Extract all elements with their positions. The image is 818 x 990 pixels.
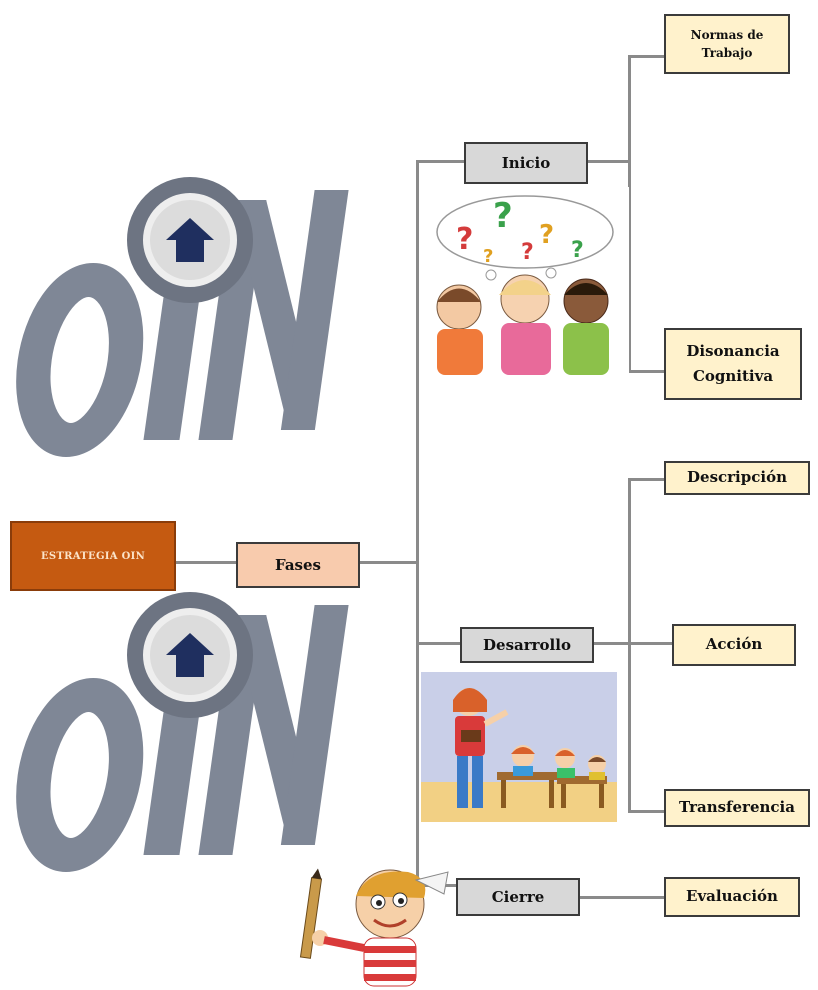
- svg-text:?: ?: [521, 240, 534, 265]
- cierre-illustration: [298, 868, 468, 986]
- accion-label: Acción: [705, 635, 763, 654]
- connector-fases-spine: [360, 561, 418, 564]
- svg-text:?: ?: [539, 220, 555, 250]
- normas-de-trabajo-box: [664, 14, 790, 74]
- oin-logo-bottom: [30, 595, 370, 855]
- normas-label: Normas de Trabajo: [690, 28, 764, 60]
- strategy-label: ESTRATEGIA OIN: [40, 550, 146, 562]
- strategy-box: [10, 521, 176, 591]
- fases-label: Fases: [275, 556, 321, 574]
- transferencia-box: [664, 789, 810, 827]
- descripcion-label: Descripción: [687, 468, 787, 487]
- svg-text:?: ?: [456, 222, 474, 257]
- connector-transferencia: [628, 810, 666, 813]
- svg-text:?: ?: [483, 246, 494, 267]
- magnifier-house-icon: [135, 600, 245, 710]
- inicio-illustration: [421, 187, 629, 375]
- evaluacion-box: [664, 877, 800, 917]
- phase-cierre: [456, 878, 580, 916]
- svg-text:?: ?: [571, 238, 584, 263]
- phase-inicio-label: Inicio: [501, 154, 551, 172]
- magnifier-house-icon: [135, 185, 245, 295]
- connector-strategy-fases: [176, 561, 238, 564]
- descripcion-box: [664, 461, 810, 495]
- connector-descripcion: [628, 478, 666, 481]
- connector-desarrollo-out: [594, 642, 674, 645]
- phase-desarrollo-label: Desarrollo: [483, 636, 571, 654]
- phase-desarrollo: [460, 627, 594, 663]
- evaluacion-label: Evaluación: [686, 887, 778, 906]
- desarrollo-illustration: [421, 672, 617, 822]
- phase-inicio: [464, 142, 588, 184]
- disonancia-cognitiva-box: [664, 328, 802, 400]
- fases-box: [236, 542, 360, 588]
- desarrollo-children-spine: [628, 478, 631, 812]
- phase-cierre-label: Cierre: [491, 888, 545, 906]
- connector-inicio: [416, 160, 466, 163]
- connector-desarrollo: [416, 642, 462, 645]
- disonancia-label: Disonancia Cognitiva: [686, 341, 780, 385]
- connector-inicio-out: [588, 160, 630, 163]
- transferencia-label: Transferencia: [679, 798, 795, 817]
- phase-spine: [416, 160, 419, 886]
- connector-normas: [628, 55, 666, 58]
- connector-evaluacion: [580, 896, 666, 899]
- accion-box: [672, 624, 796, 666]
- connector-disonancia: [628, 370, 666, 373]
- oin-logo-top: [30, 180, 370, 440]
- svg-text:?: ?: [493, 196, 513, 236]
